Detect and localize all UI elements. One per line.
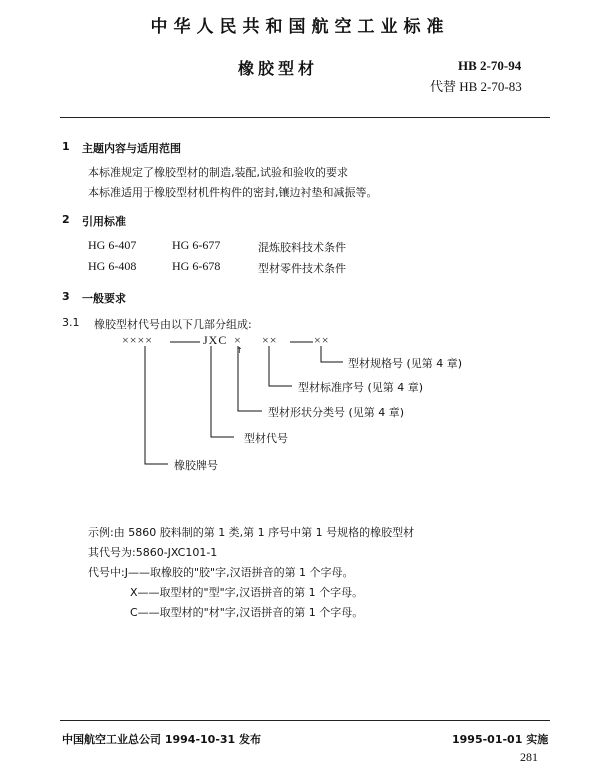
code-profile-letters: JXC [203,333,228,347]
ref-description: 混炼胶料技术条件 [258,241,346,254]
example-line: C——取型材的"材"字,汉语拼音的第 1 个字母。 [130,606,364,619]
ref-code: HG 6-678 [172,259,221,273]
code-shape-class: × [234,333,242,347]
leader-profile-code [211,346,234,437]
doc-title: 橡胶型材 [238,59,319,78]
section-3-title: 一般要求 [82,292,126,305]
label-profile-code: 型材代号 [244,432,288,445]
leader-shape-class [238,346,262,411]
label-shape-class: 型材形状分类号 (见第 4 章) [268,406,405,419]
example-line: X——取型材的"型"字,汉语拼音的第 1 个字母。 [130,586,364,599]
replaces-standard: 代替 HB 2-70-83 [430,79,522,94]
section-2-title: 引用标准 [82,215,126,228]
ref-code: HG 6-407 [88,238,137,252]
section-1-title: 主题内容与适用范围 [82,142,181,155]
section-1-line: 本标准适用于橡胶型材机件构件的密封,镶边衬垫和减振等。 [88,186,378,199]
example-line: 示例:由 5860 胶料制的第 1 类,第 1 序号中第 1 号规格的橡胶型材 [88,526,415,539]
leader-spec-number [321,346,343,362]
section-2-number: 2 [62,213,70,226]
leader-standard-seq [269,346,292,386]
example-line: 代号中:J——取橡胶的"胶"字,汉语拼音的第 1 个字母。 [88,566,354,579]
effective-date: 1995-01-01 实施 [452,733,549,746]
standard-number: HB 2-70-94 [458,58,522,73]
tick-mark: ↑ [236,346,243,355]
label-standard-seq: 型材标准序号 (见第 4 章) [298,381,424,394]
code-rubber-grade: ×××× [122,333,154,347]
ref-code: HG 6-677 [172,238,221,252]
issue-date: 中国航空工业总公司 1994-10-31 发布 [62,733,262,746]
header-rule [60,117,550,118]
org-title: 中华人民共和国航空工业标准 [150,17,450,37]
subsection-number: 3.1 [62,316,80,329]
section-1-line: 本标准规定了橡胶型材的制造,装配,试验和验收的要求 [88,166,348,179]
page-number: 281 [520,750,538,764]
label-rubber-grade: 橡胶牌号 [174,459,218,472]
code-standard-seq: ×× [262,333,278,347]
footer-rule [60,720,550,721]
example-line: 其代号为:5860-JXC101-1 [88,546,218,559]
subsection-text: 橡胶型材代号由以下几部分组成: [94,318,252,331]
ref-code: HG 6-408 [88,259,137,273]
section-1-number: 1 [62,140,70,153]
code-spec-number: ×× [314,333,330,347]
leader-rubber-grade [145,346,168,464]
label-spec-number: 型材规格号 (见第 4 章) [348,357,463,370]
ref-description: 型材零件技术条件 [258,262,346,275]
section-3-number: 3 [62,290,70,303]
